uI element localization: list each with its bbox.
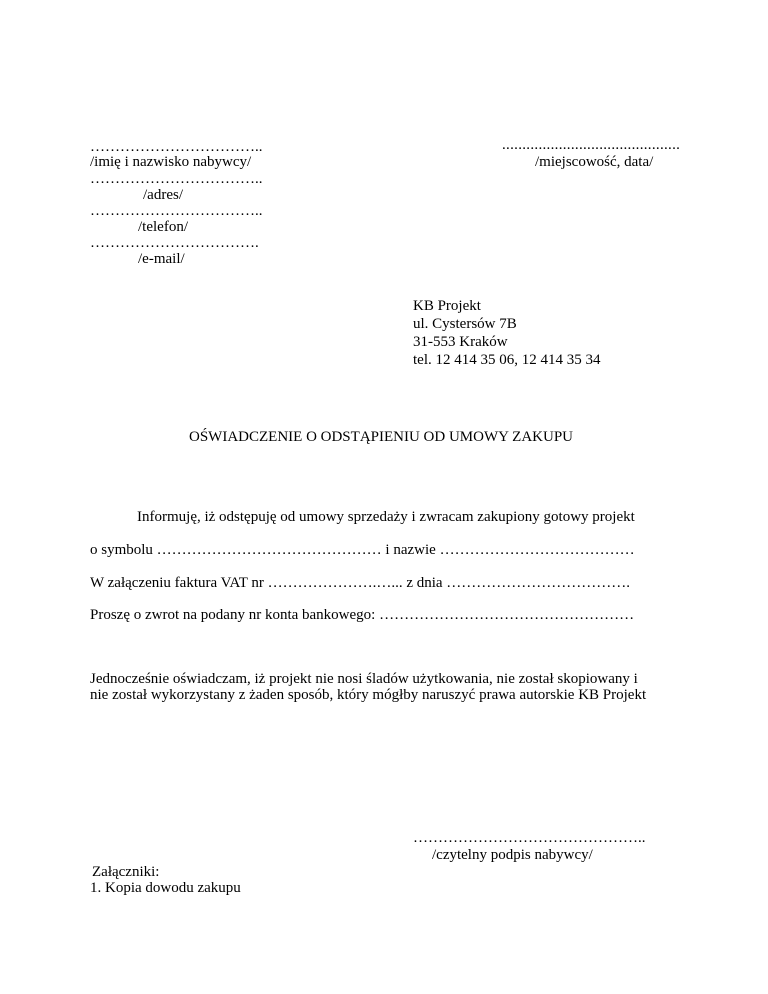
- recipient-address: [413, 297, 601, 369]
- buyer-address-label: /adres/: [143, 187, 183, 203]
- attachment-item-1: 1. Kopia dowodu zakupu: [90, 880, 241, 896]
- declaration-line-1: Jednocześnie oświadczam, iż projekt nie nosi śladów użytkowania, nie został skopiowany i: [90, 671, 638, 687]
- place-date-label: /miejscowość, data/: [535, 154, 654, 170]
- bank-account-line: Proszę o zwrot na podany nr konta bankowego: ……………………………………………: [90, 607, 635, 623]
- intro-text: Informuję, iż odstępuję od umowy sprzedaży i zwracam zakupiony gotowy projekt: [137, 509, 635, 525]
- signature-dots: ………………………………………..: [413, 830, 646, 846]
- buyer-email-dots: …………………………….: [90, 235, 259, 251]
- recipient-city: 31-553 Kraków: [413, 334, 508, 350]
- symbol-name-line: o symbolu ……………………………………… i nazwie …………………………………: [90, 542, 635, 558]
- recipient-name: KB Projekt: [413, 298, 481, 314]
- buyer-email-label: /e-mail/: [138, 251, 185, 267]
- document-title: OŚWIADCZENIE O ODSTĄPIENIU OD UMOWY ZAKUPU: [189, 429, 573, 445]
- recipient-street: ul. Cystersów 7B: [413, 316, 517, 332]
- attachments-heading: Załączniki:: [92, 864, 160, 880]
- buyer-name-label: /imię i nazwisko nabywcy/: [90, 154, 252, 170]
- buyer-name-dots: ……………………………..: [90, 139, 263, 155]
- place-date-dots: ............................................: [502, 137, 681, 153]
- invoice-line: W załączeniu faktura VAT nr ………………….…... z dnia ……………………………….: [90, 575, 631, 591]
- declaration-line-2: nie został wykorzystany z żaden sposób, który mógłby naruszyć prawa autorskie KB Projekt: [90, 687, 647, 703]
- recipient-phone: tel. 12 414 35 06, 12 414 35 34: [413, 352, 601, 368]
- buyer-address-dots: ……………………………..: [90, 171, 263, 187]
- signature-label: /czytelny podpis nabywcy/: [432, 847, 593, 863]
- buyer-phone-dots: ……………………………..: [90, 203, 263, 219]
- buyer-phone-label: /telefon/: [138, 219, 188, 235]
